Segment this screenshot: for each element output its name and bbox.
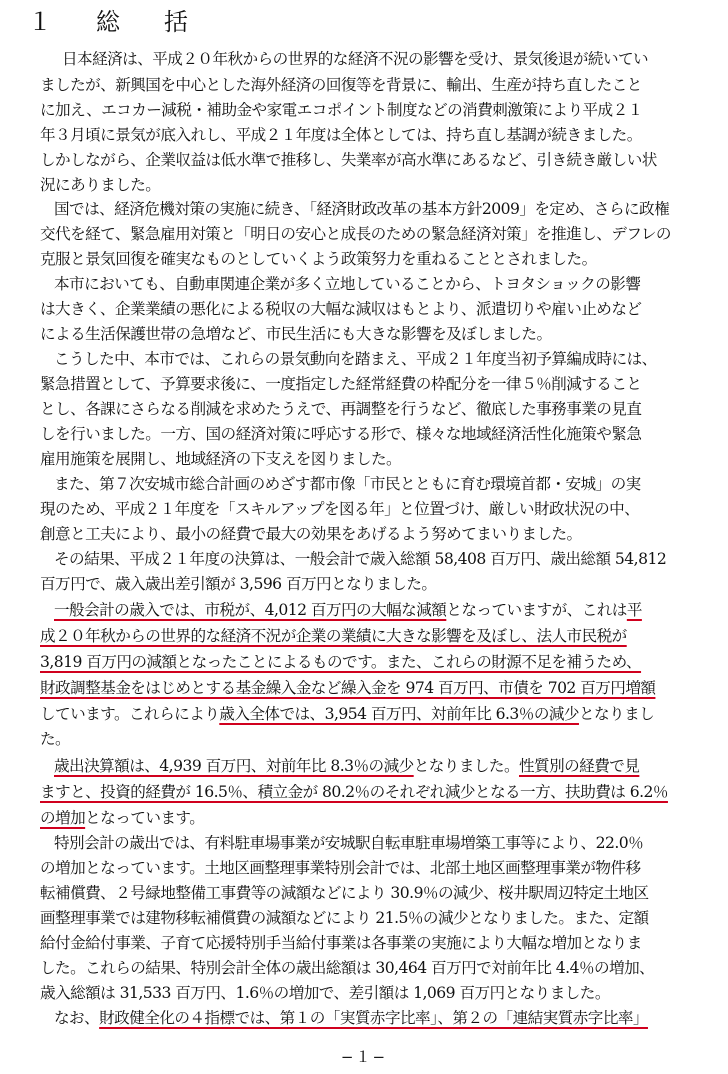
text-segment: とし、各課にさらなる削減を求めたうえで、再調整を行うなど、徹底した事務事業の見直 [40, 400, 642, 418]
text-line [40, 807, 204, 829]
text-line [40, 573, 436, 595]
text-line [40, 982, 610, 1004]
text-segment: 創意と工夫により、最小の経費で最大の効果をあげるよう努めてまいりました。 [40, 525, 582, 543]
text-line [40, 882, 649, 904]
text-segment: しています。これらにより [40, 705, 220, 723]
text-line [40, 423, 641, 445]
text-segment: その結果、平成２１年度の決算は、一般会計で歳入総額 58,408 百万円、歳出総額 54,812 [54, 550, 667, 568]
text-line [40, 857, 641, 879]
text-line [40, 373, 641, 395]
text-line [40, 907, 649, 929]
section-title: １ 総 括 [28, 8, 198, 36]
text-segment: 国では、経済危機対策の実施に続き、「経済財政改革の基本方針2009」を定め、さらに政権 [54, 200, 670, 218]
text-line [40, 498, 639, 520]
text-line [40, 248, 597, 270]
text-segment: しを行いました。一方、国の経済対策に呼応する形で、様々な地域経済活性化施策や緊急 [40, 425, 642, 443]
text-segment: 転補償費、２号緑地整備工事費等の減額などにより 30.9％の減少、桜井駅周辺特定土地区 [40, 884, 649, 902]
text-segment: 本市においても、自動車関連企業が多く立地していることから、トヨタショックの影響 [54, 275, 641, 293]
text-line [40, 99, 643, 121]
text-line [54, 599, 642, 621]
underlined-text: 歳出決算額は、4,939 百万円、対前年比 8.3％の減少 [54, 757, 414, 775]
text-line [40, 174, 160, 196]
underlined-text: 財政調整基金をはじめとする基金繰入金など繰入金を 974 百万円、市債を 702 百万円増額 [40, 679, 656, 697]
text-line [40, 398, 641, 420]
text-line [54, 832, 643, 854]
text-segment: に加え、エコカー減税・補助金や家電エコポイント制度などの消費刺激策により平成２１ [40, 101, 643, 119]
text-segment: 画整理事業では建物移転補償費の減額などにより 21.5％の減少となりました。また、定額 [40, 909, 649, 927]
text-line [40, 523, 582, 545]
text-segment: 現のため、平成２１年度を「スキルアップを図る年」と位置づけ、厳しい財政状況の中、 [40, 500, 640, 518]
text-line [40, 298, 641, 320]
text-line [40, 625, 627, 647]
text-line [62, 48, 648, 70]
text-segment: 交代を経て、緊急雇用対策と「明日の安心と成長のための緊急経済対策」を推進し、デフレの [40, 225, 671, 243]
underlined-text: 平 [626, 601, 642, 619]
underlined-text: 歳入全体では、3,954 百万円、対前年比 6.3％の減少 [219, 705, 579, 723]
text-segment: 克服と景気回復を確実なものとしていくよう政策努力を重ねることとされました。 [40, 250, 597, 268]
text-segment: 百万円で、歳入歳出差引額が 3,596 百万円となりました。 [40, 575, 437, 593]
text-line [54, 548, 666, 570]
text-line [40, 703, 654, 725]
text-line [54, 273, 640, 295]
text-segment: 況にありました。 [40, 176, 161, 194]
text-segment: 特別会計の歳出では、有料駐車場事業が安城駅自転車駐車場増築工事等により、22.0％ [54, 834, 644, 852]
text-line [40, 651, 641, 673]
text-line [40, 957, 654, 979]
text-segment: こうした中、本市では、これらの景気動向を踏まえ、平成２１年度当初予算編成時には、 [54, 350, 657, 368]
text-segment: 日本経済は、平成２０年秋からの世界的な経済不況の影響を受け、景気後退が続いてい [62, 50, 649, 68]
text-line [40, 448, 401, 470]
text-segment: 年３月頃に景気が底入れし、平成２１年度は全体としては、持ち直し基調が続きました。 [40, 126, 642, 144]
text-line [54, 1007, 648, 1029]
text-line [40, 149, 657, 171]
text-segment: の増加となっています。土地区画整理事業特別会計では、北部土地区画整理事業が物件移 [40, 859, 641, 877]
text-segment: 給付金給付事業、子育て応援特別手当給付事業は各事業の実施により大幅な増加となりま [40, 934, 642, 952]
text-line [40, 74, 642, 96]
text-segment: となりまし [578, 705, 655, 723]
text-line [40, 124, 642, 146]
underlined-text: 一般会計の歳入では、市税が、4,012 百万円の大幅な減額 [54, 601, 447, 619]
text-segment: 雇用施策を展開し、地域経済の下支えを図りました。 [40, 450, 402, 468]
text-line [40, 932, 642, 954]
text-segment: た。 [40, 730, 71, 748]
text-line [54, 473, 641, 495]
text-segment: なお、 [54, 1009, 100, 1027]
underlined-text: 財政健全化の４指標では、第１の「実質赤字比率」、第２の「連結実質赤字比率」 [99, 1009, 648, 1027]
text-segment: また、第７次安城市総合計画のめざす都市像「市民とともに育む環境首都・安城」の実 [54, 475, 641, 493]
text-segment: 歳入総額は 31,533 百万円、1.6％の増加で、差引額は 1,069 百万円となりました。 [40, 984, 610, 1002]
text-line [54, 198, 669, 220]
underlined-text: 性質別の経費で見 [519, 757, 640, 775]
text-segment: は大きく、企業業績の悪化による税収の大幅な減収はもとより、派遣切りや雇い止めなど [40, 300, 642, 318]
text-segment: となりました。 [413, 757, 519, 775]
text-segment: となっていますが、これは [446, 601, 627, 619]
text-segment: ましたが、新興国を中心とした海外経済の回復等を背景に、輸出、生産が持ち直したこと [40, 76, 642, 94]
text-segment: となっています。 [85, 809, 205, 827]
text-line [40, 677, 655, 699]
text-segment: しかしながら、企業収益は低水準で推移し、失業率が高水準にあるなど、引き続き厳しい状 [40, 151, 657, 169]
underlined-text: ますと、投資的経費が 16.5％、積立金が 80.2％のそれぞれ減少となる一方、扶助費は 6.2％ [40, 783, 668, 801]
underlined-text: 成２０年秋からの世界的な経済不況が企業の業績に大きな影響を及ぼし、法人市民税が [40, 627, 627, 645]
text-line [40, 781, 668, 803]
page-number: −１− [340, 1048, 388, 1066]
text-line [40, 323, 552, 345]
text-segment: した。これらの結果、特別会計全体の歳出総額は 30,464 百万円で対前年比 4.4％の増加、 [40, 959, 655, 977]
text-line [54, 348, 657, 370]
underlined-text: 3,819 百万円の減額となったことによるものです。また、これらの財源不足を補うため、 [40, 653, 642, 671]
underlined-text: の増加 [40, 809, 86, 827]
text-segment: による生活保護世帯の急増など、市民生活にも大きな影響を及ぼしました。 [40, 325, 552, 343]
text-line [40, 223, 671, 245]
text-line [54, 755, 639, 777]
text-line [40, 728, 70, 750]
text-segment: 緊急措置として、予算要求後に、一度指定した経常経費の枠配分を一律５％削減すること [40, 375, 642, 393]
